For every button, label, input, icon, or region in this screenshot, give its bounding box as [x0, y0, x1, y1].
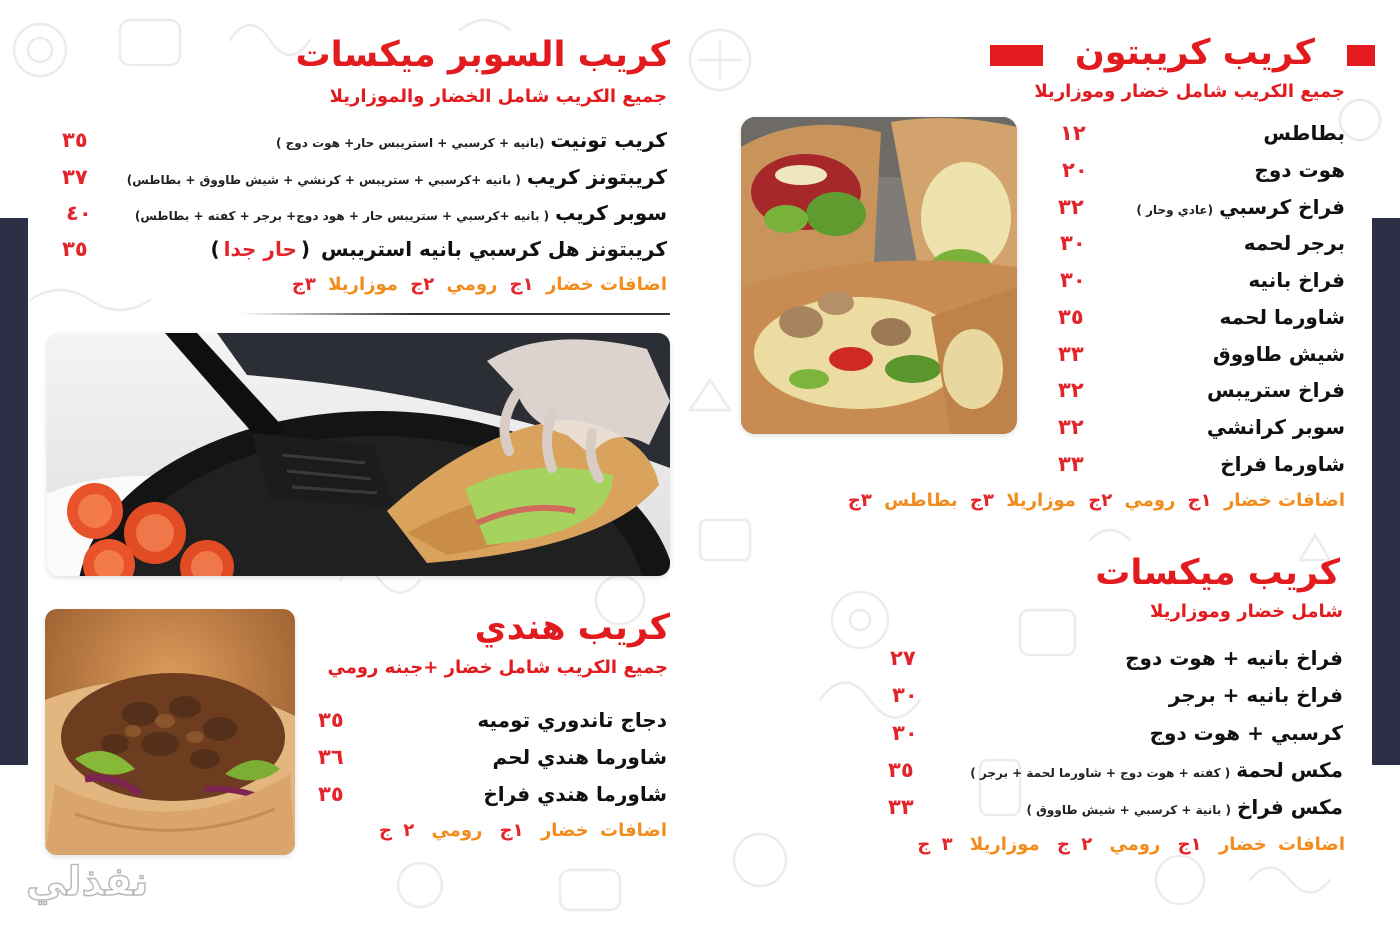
- addon-label: اضافات خضار: [540, 820, 667, 841]
- item-price: ٣٥: [62, 237, 88, 261]
- item-name: دجاج تاندوري توميه: [477, 708, 667, 732]
- item-name: مكس لحمة: [1236, 758, 1343, 782]
- item-price: ٢٠: [1062, 158, 1088, 182]
- super-mix-title: كريب السوبر ميكسات: [295, 35, 670, 75]
- menu-item: [1207, 413, 1345, 441]
- item-name: كريب تونيت: [550, 128, 667, 152]
- mixes-title: كريب ميكسات: [1095, 553, 1340, 593]
- addon-price: ١ج: [1177, 834, 1202, 855]
- item-price: ٣٥: [318, 782, 344, 806]
- addon-label: رومي: [431, 820, 483, 841]
- item-name: فراخ بانيه: [1248, 268, 1345, 292]
- menu-item: [1220, 303, 1345, 331]
- addon-price: ٢ ج: [378, 820, 415, 841]
- crepe-griddle-photo: [47, 333, 670, 576]
- menu-item: [1027, 793, 1343, 824]
- addon-price: ٢ج: [410, 274, 435, 295]
- addon-price: ١ج: [1187, 490, 1212, 511]
- item-name: هوت دوج: [1254, 158, 1345, 182]
- menu-item: [1220, 450, 1345, 478]
- addon-label: موزاريلا: [328, 274, 398, 295]
- item-name: شاورما فراخ: [1220, 452, 1345, 476]
- item-details: ( بانيه +كرسبي + ستريبس + كرنشي + شيش طاووق + بطاطس): [126, 173, 521, 187]
- item-name: شاورما هندي لحم: [492, 745, 667, 769]
- menu-item: [1125, 644, 1343, 672]
- item-price: ٣٠: [892, 721, 918, 745]
- item-name: كريبتونز هل كرسبي بانيه استريبس: [320, 237, 667, 261]
- menu-item: [483, 780, 667, 808]
- item-name: بطاطس: [1263, 121, 1345, 145]
- item-price: ٣٥: [888, 758, 914, 782]
- item-price: ٣٣: [888, 795, 914, 819]
- menu-item: [477, 706, 667, 734]
- item-name: شاورما لحمه: [1219, 305, 1345, 329]
- hindi-subtitle: جميع الكريب شامل خضار +جبنه رومي: [327, 657, 668, 678]
- addon-label: رومي: [1124, 490, 1176, 511]
- menu-item: [1244, 229, 1345, 257]
- item-name: فراخ ستريبس: [1207, 378, 1345, 402]
- right-side-bar: [1372, 218, 1400, 765]
- crepes-photo: [741, 117, 1017, 434]
- addon-label: اضافات خضار: [545, 274, 667, 295]
- mixes-addons: [911, 832, 1345, 858]
- item-name: كرسبي + هوت دوج: [1149, 721, 1343, 745]
- item-details: ( بانية + كرسبي + شيش طاووق ): [1026, 803, 1231, 817]
- title-accent-left: [990, 45, 1043, 66]
- addon-price: ٣ج: [291, 274, 316, 295]
- menu-item: [135, 199, 667, 230]
- kripton-subtitle: جميع الكريب شامل خضار وموزاريلا: [1034, 81, 1345, 102]
- mixes-subtitle: شامل خضار وموزاريلا: [1150, 601, 1343, 622]
- item-price: ٣٥: [318, 708, 344, 732]
- kripton-title: كريب كريبتون: [1074, 33, 1315, 73]
- note-open-paren: (: [300, 237, 311, 261]
- item-price: ٣٢: [1058, 378, 1084, 402]
- super-mix-addons: [286, 272, 667, 298]
- addon-label: موزاريلا: [969, 834, 1040, 855]
- item-name: كريبتونز كريب: [526, 165, 667, 189]
- item-price: ٣٠: [892, 683, 918, 707]
- addon-label: اضافات خضار: [1218, 834, 1345, 855]
- item-price: ٣٠: [1060, 268, 1086, 292]
- hot-note: حار جدا: [223, 237, 297, 261]
- item-details: (بانيه + كرسبي + استريبس حار+ هوت دوج ): [275, 136, 545, 150]
- item-price: ٣٧: [62, 165, 88, 189]
- menu-item: [1136, 193, 1345, 224]
- item-price: ١٢: [1060, 121, 1086, 145]
- item-name: برجر لحمه: [1243, 231, 1345, 255]
- addon-label: بطاطس: [884, 490, 958, 511]
- addon-label: اضافات خضار: [1223, 490, 1345, 511]
- item-name: مكس فراخ: [1236, 795, 1343, 819]
- addon-price: ١ج: [499, 820, 524, 841]
- hindi-addons: [373, 818, 667, 844]
- menu-item: [1263, 119, 1345, 147]
- addon-label: رومي: [1109, 834, 1161, 855]
- menu-item: [1150, 719, 1343, 747]
- item-price: ٣٥: [62, 128, 88, 152]
- super-mix-subtitle: جميع الكريب شامل الخضار والموزاريلا: [329, 86, 667, 107]
- left-side-bar: [0, 218, 28, 765]
- item-price: ٣٣: [1058, 452, 1084, 476]
- addon-price: ٣ ج: [917, 834, 953, 855]
- menu-item: [1213, 340, 1345, 368]
- item-price: ٣٦: [318, 745, 344, 769]
- item-name: فراخ كرسبي: [1219, 195, 1345, 219]
- menu-item: [970, 756, 1343, 787]
- item-details: (عادي وحار ): [1136, 203, 1214, 217]
- addon-label: موزاريلا: [1006, 490, 1076, 511]
- title-accent-right: [1347, 45, 1375, 66]
- item-price: ٣٣: [1058, 342, 1084, 366]
- addon-price: ١ج: [509, 274, 534, 295]
- item-name: شيش طاووق: [1212, 342, 1345, 366]
- item-price: ٢٧: [890, 646, 916, 670]
- tandoori-wrap-photo: [45, 609, 295, 855]
- item-price: ٣٠: [1060, 231, 1086, 255]
- addon-price: ٣ج: [847, 490, 872, 511]
- item-price: ٣٢: [1058, 195, 1084, 219]
- menu-item: [1169, 681, 1343, 709]
- item-details: ( بانيه +كرسبي + ستريبس حار + هود دوج+ برجر + كفته + بطاطس): [134, 209, 550, 223]
- section-divider: [240, 313, 670, 315]
- item-price: ٣٥: [1058, 305, 1084, 329]
- menu-item: [1254, 156, 1345, 184]
- addon-label: رومي: [446, 274, 498, 295]
- menu-item: [493, 743, 667, 771]
- item-name: شاورما هندي فراخ: [483, 782, 667, 806]
- menu-item: [1207, 376, 1345, 404]
- menu-item: [127, 163, 667, 194]
- item-price: ٣٢: [1058, 415, 1084, 439]
- kripton-addons: [842, 488, 1345, 514]
- watermark-logo: نفذلي: [26, 859, 149, 905]
- item-name: سوبر كرانشي: [1206, 415, 1345, 439]
- hindi-title: كريب هندي: [474, 608, 670, 648]
- menu-item: [207, 235, 668, 263]
- item-name: سوبر كريب: [555, 201, 667, 225]
- item-name: فراخ بانيه + هوت دوج: [1125, 646, 1343, 670]
- item-details: ( كفته + هوت دوج + شاورما لحمة + برجر ): [970, 766, 1231, 780]
- addon-price: ٣ج: [969, 490, 994, 511]
- note-close-paren: ): [210, 237, 220, 261]
- menu-item: [1248, 266, 1345, 294]
- menu-item: [276, 126, 667, 157]
- addon-price: ٢ج: [1088, 490, 1113, 511]
- addon-price: ٢ ج: [1056, 834, 1093, 855]
- item-price: ٤٠: [66, 201, 92, 225]
- item-name: فراخ بانيه + برجر: [1168, 683, 1343, 707]
